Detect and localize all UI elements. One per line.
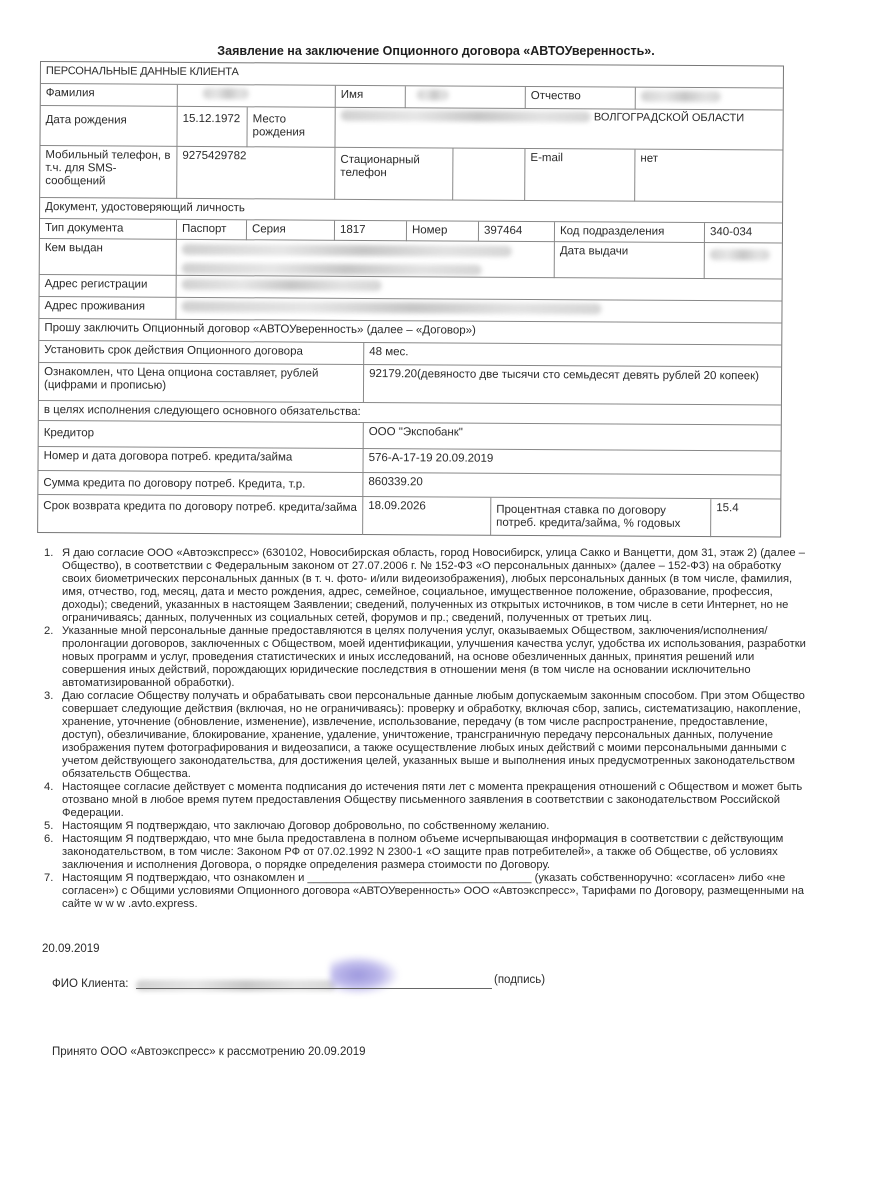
term-item: Настоящим Я подтверждаю, что мне была предоставлена в полном объеме исчерпывающая информация в соответствии с действующим законодательством, в том числе: Законом РФ от 07.02.1992 N 2300-1 «О защите прав потребителей», а также об Обществе, об условиях заключения и исполнения Договора, о порядке определения размера стоимости по Договору. <box>62 833 784 871</box>
issue-date-value <box>704 243 782 279</box>
term-item: Настоящим Я подтверждаю, что заключаю Договор добровольно, по собственному желанию. <box>62 820 550 832</box>
term-item: Настоящее согласие действует с момента подписания до истечения пяти лет с момента прекращения отношений с Обществом и может быть отозвано мной в любое время путем предоставления Обществу письменного заявления в соответствии с законодательством Российской Федерации. <box>62 781 803 819</box>
name-value <box>405 86 525 109</box>
redacted-surname <box>203 88 249 99</box>
creditor-value: ООО "Экспобанк" <box>363 423 781 452</box>
section-personal-label: ПЕРСОНАЛЬНЫЕ ДАННЫЕ КЛИЕНТА <box>45 65 239 79</box>
loan-amount-label: Сумма кредита по договору потреб. Кредита, т.р. <box>43 477 306 491</box>
division-code-label: Код подразделения <box>554 222 704 243</box>
issued-by-label: Кем выдан <box>44 242 103 255</box>
application-form <box>37 61 784 538</box>
birth-date-label: Дата рождения <box>45 114 127 127</box>
page-title: Заявление на заключение Опционного договора «АВТОУверенность». <box>217 44 655 58</box>
number-value: 397464 <box>478 222 554 242</box>
price-label: Ознакомлен, что Цена опциона составляет, рублей (цифрами и прописью) <box>43 366 319 392</box>
redacted-issue-date <box>710 250 770 261</box>
loan-return-value: 18.09.2026 <box>362 497 490 536</box>
term-item: Настоящим Я подтверждаю, что ознакомлен и ____________________________________ (указать собственноручно: «согласен» либо «не согласен») с Общими условиями Опционного договора «АВТОУверенность» ООО «Автоэкспресс», Тарифами по Договору, размещенными на сайте w w w .avto.express. <box>62 872 804 910</box>
request-text: Прошу заключить Опционный договор «АВТОУверенность» (далее – «Договор») <box>44 322 476 337</box>
reg-address-label: Адрес регистрации <box>44 278 148 291</box>
interest-rate-value: 15.4 <box>710 499 780 537</box>
row-birth <box>40 105 782 151</box>
mobile-value: 9275429782 <box>176 147 334 200</box>
email-label: E-mail <box>524 149 634 202</box>
term-item: Я даю согласие ООО «Автоэкспресс» (630102, Новосибирская область, город Новосибирск, улица Сакко и Ванцетти, дом 31, этаж 2) (далее – Общество), в соответствии с Федеральным законом от 27.07.2006 г. № 152-ФЗ «О персональных данных» (далее – 152-ФЗ) на обработку своих биометрических персональных данных (в т. ч. фото- и/или видеоизображения), любых персональных данных (в том числе, фамилия, имя, отчество, год, месяц, дата и место рождения, адрес, семейное, социальное, имущественное положение, образование, профессия, доходы); сведений, указанных в настоящем Заявлении; сведений, полученных из открытых источников, в том числе в сети Интернет, но не ограничиваясь; данных, полученных из социальных сетей, форумов и пр.; сведений, полученных от третьих лиц. <box>62 547 805 624</box>
term-item: Даю согласие Обществу получать и обрабатывать свои персональные данные любым допускаемым законным способом. При этом Общество совершает следующие действия (включая, но не ограничиваясь): проверку и обработку, включая сбор, запись, систематизацию, накопление, хранение, уточнение (обновление, изменение), извлечение, использование, передачу (в том числе распространение, предоставление, доступ), обезличивание, блокирование, хранение, удаление, уничтожение, трансграничную передачу персональных данных, получение изображения путем фотографирования и видеозаписи, а также осуществление любых иных действий с моими персональными данными с учетом действующего законодательства, для достижения целей, указанных выше и выполнения иных предусмотренных законодательством обязательств Общества. <box>62 690 805 780</box>
signature-line <box>136 988 492 989</box>
redacted-live-address <box>181 301 601 315</box>
series-value: 1817 <box>334 221 406 241</box>
signature-mark <box>330 955 400 995</box>
loan-number-label: Номер и дата договора потреб. кредита/займа <box>43 450 293 464</box>
birth-date-value: 15.12.1972 <box>176 107 246 147</box>
name-label: Имя <box>335 86 405 108</box>
redacted-birth-place <box>341 110 591 123</box>
row-phones <box>40 145 782 203</box>
loan-number-value: 576-А-17-19 20.09.2019 <box>362 449 780 476</box>
surname-label: Фамилия <box>45 87 95 100</box>
email-value: нет <box>634 150 782 203</box>
doc-type-value: Паспорт <box>176 220 246 240</box>
loan-return-label: Срок возврата кредита по договору потреб. кредита/займа <box>43 500 357 514</box>
patronymic-label: Отчество <box>525 87 635 110</box>
client-fio-label: ФИО Клиента: <box>52 978 129 990</box>
term-value: 48 мес. <box>363 343 781 368</box>
price-value: 92179.20(девяносто две тысячи сто семьдесят девять рублей 20 копеек) <box>363 365 781 406</box>
id-document-label: Документ, удостоверяющий личность <box>45 201 245 215</box>
issue-date-label: Дата выдачи <box>554 242 704 279</box>
redacted-issued-by-1 <box>182 244 512 257</box>
obligation-text: в целях исполнения следующего основного обязательства: <box>43 404 361 418</box>
redacted-client-fio <box>136 980 336 991</box>
redacted-patronymic <box>641 91 721 102</box>
landline-value <box>452 149 524 201</box>
series-label: Серия <box>246 220 334 241</box>
doc-type-label: Тип документа <box>44 222 124 235</box>
division-code-value: 340-034 <box>704 223 782 243</box>
term-label: Установить срок действия Опционного договора <box>44 344 303 358</box>
birth-place-region: ВОЛГОГРАДСКОЙ ОБЛАСТИ <box>593 111 745 125</box>
landline-label: Стационарный телефон <box>334 148 452 201</box>
term-item: Указанные мной персональные данные предоставляются в целях получения услуг, оказываемых Обществом, заключения/исполнения/пролонгации договоров, заключенных с Обществом, моей идентификации, улучшения качества услуг, удобства их использования, разработки новых программ и услуг, проведения статистических и иных исследований, на основе обезличенных данных, принятия решений или совершения иных действий, порождающих юридические последствия в отношении меня (в том числе на основании исключительно автоматизированной обработки). <box>62 625 806 689</box>
redacted-reg-address <box>182 279 382 291</box>
accepted-note: Принято ООО «Автоэкспресс» к рассмотрению 20.09.2019 <box>52 1046 366 1058</box>
mobile-label: Мобильный телефон, в т.ч. для SMS-сообщений <box>45 149 171 188</box>
footer-date: 20.09.2019 <box>42 943 100 955</box>
loan-amount-value: 860339.20 <box>362 473 780 500</box>
surname-value <box>177 85 335 108</box>
signature-label: (подпись) <box>494 974 546 986</box>
number-label: Номер <box>406 221 478 241</box>
issued-by-value <box>176 240 554 278</box>
consent-terms <box>40 547 807 911</box>
redacted-issued-by-2 <box>182 263 482 276</box>
redacted-name <box>417 90 449 101</box>
interest-rate-label: Процентная ставка по договору потреб. кредита/займа, % годовых <box>490 498 710 537</box>
row-issued-by <box>40 238 782 280</box>
patronymic-value <box>635 88 783 111</box>
live-address-label: Адрес проживания <box>44 300 146 313</box>
row-price <box>39 362 781 406</box>
birth-place-label: Место рождения <box>246 107 334 148</box>
creditor-label: Кредитор <box>43 427 95 440</box>
row-loan-return <box>38 494 780 538</box>
birth-place-value <box>334 108 782 151</box>
